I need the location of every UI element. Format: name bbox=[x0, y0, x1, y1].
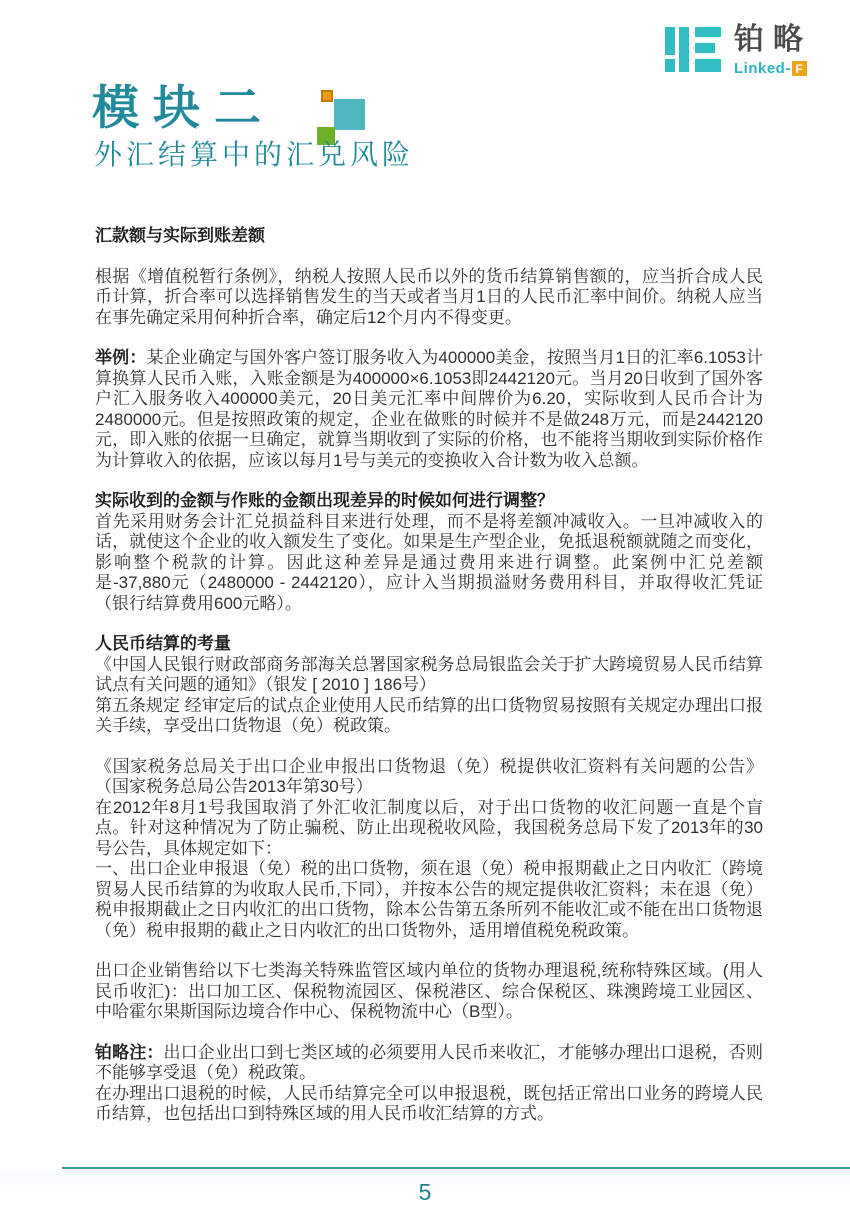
paragraph-pboc-notice: 《中国人民银行财政部商务部海关总署国家税务总局银监会关于扩大跨境贸易人民币结算试点有关问题的通知》（银发 [ 2010 ] 186号） bbox=[95, 654, 763, 694]
page-number: 5 bbox=[418, 1179, 432, 1205]
section-announcement-block bbox=[95, 757, 763, 942]
module-title: 模块二 bbox=[92, 83, 275, 135]
linked-f-logo-icon bbox=[665, 24, 723, 74]
paragraph-adjustment: 首先采用财务会计汇兑损益科目来进行处理，而不是将差额冲减收入。一旦冲减收入的话，就使这个企业的收入额发生了变化。如果是生产型企业，免抵退税额就随之而变化，影响整个税款的计算。因此这种差异是通过费用来进行调整。此案例中汇兑差额是-37,880元（2480000 - 2442120），应计入当期损溢财务费用科目，并取得收汇凭证（银行结算费用600元略）。 bbox=[95, 511, 763, 613]
module-subtitle: 外汇结算中的汇兑风险 bbox=[94, 140, 415, 172]
paragraph-vat-regulation: 根据《增值税暂行条例》，纳税人按照人民币以外的货币结算销售额的，应当折合成人民币计算，折合率可以选择销售发生的当天或者当月1日的人民币汇率中间价。纳税人应当在事先确定采用何种折合率，确定后12个月内不得变更。 bbox=[95, 266, 763, 327]
section-rmb-settlement-block bbox=[95, 634, 763, 737]
brand-name-chinese: 铂略 bbox=[734, 23, 812, 56]
paragraph-article5: 第五条规定 经审定后的试点企业使用人民币结算的出口货物贸易按照有关规定办理出口报关手续，享受出口货物退（免）税政策。 bbox=[95, 695, 763, 735]
brand-f-badge: F bbox=[792, 61, 807, 76]
document-content bbox=[95, 226, 763, 1145]
section-bolue-note-block bbox=[95, 1043, 763, 1125]
paragraph-vat-regulation-block bbox=[95, 267, 763, 329]
brand-text bbox=[734, 24, 812, 77]
section-adjustment-block bbox=[95, 491, 763, 614]
example-text: 某企业确定与国外客户签订服务收入为400000美金，按照当月1日的汇率6.1053计算换算人民币入账，入账金额是为400000×6.1053即2442120元。当月20日收到了国外客户汇入服务收入400000美元，20日美元汇率中间牌价为6.20，实际收到人民币合计为2480000元。但是按照政策的规定，企业在做账的时候并不是做248万元，而是2442120元，即入账的依据一旦确定，就算当期收到了实际的价格，也不能将当期收到实际价格作为计算收入的依据，应该以每月1号与美元的变换收入合计数为收入总额。 bbox=[95, 348, 763, 470]
paragraph-announcement-background: 在2012年8月1号我国取消了外汇收汇制度以后，对于出口货物的收汇问题一直是个盲点。针对这种情况为了防止骗税、防止出现税收风险，我国税务总局下发了2013年的30号公告，具体规定如下： bbox=[95, 797, 763, 858]
brand-logo bbox=[665, 24, 812, 77]
section-remittance-heading-block bbox=[95, 226, 763, 247]
paragraph-bolue-note-2: 在办理出口退税的时候，人民币结算完全可以申报退税，既包括正常出口业务的跨境人民币结算，也包括出口到特殊区域的用人民币收汇结算的方式。 bbox=[95, 1083, 763, 1123]
brand-en-text: Linked- bbox=[734, 60, 791, 77]
paragraph-bolue-note bbox=[95, 1043, 763, 1084]
section-heading-adjustment: 实际收到的金额与作账的金额出现差异的时候如何进行调整？ bbox=[95, 491, 554, 510]
paragraph-example bbox=[95, 348, 763, 471]
paragraph-example-block bbox=[95, 348, 763, 471]
bolue-note-label: 铂略注： bbox=[95, 1042, 164, 1062]
brand-name-english bbox=[734, 60, 812, 77]
footer-divider bbox=[62, 1167, 850, 1169]
section-heading-remittance-difference: 汇款额与实际到账差额 bbox=[95, 226, 265, 245]
paragraph-announcement-rule1: 一、出口企业申报退（免）税的出口货物，须在退（免）税申报期截止之日内收汇（跨境贸易人民币结算的为收取人民币,下同），并按本公告的规定提供收汇资料；未在退（免）税申报期截止之日内收汇的出口货物，除本公告第五条所列不能收汇或不能在出口货物退（免）税申报期的截止之日内收汇的出口货物外，适用增值税免税政策。 bbox=[95, 859, 763, 940]
paragraph-special-zones-block bbox=[95, 961, 763, 1023]
example-label: 举例： bbox=[95, 348, 147, 367]
section-heading-rmb-settlement: 人民币结算的考量 bbox=[95, 634, 231, 653]
paragraph-announcement-title: 《国家税务总局关于出口企业申报出口货物退（免）税提供收汇资料有关问题的公告》（国家税务总局公告2013年第30号） bbox=[95, 756, 763, 796]
title-block bbox=[92, 82, 414, 172]
paragraph-special-zones: 出口企业销售给以下七类海关特殊监管区域内单位的货物办理退税,统称特殊区域。(用人民币收汇)：出口加工区、保税物流园区、保税港区、综合保税区、珠澳跨境工业园区、中哈霍尔果斯国际边境合作中心、保税物流中心（B型）。 bbox=[95, 961, 763, 1021]
bolue-note-text: 出口企业出口到七类区域的必须要用人民币来收汇，才能够办理出口退税，否则不能够享受退（免）税政策。 bbox=[95, 1042, 764, 1082]
